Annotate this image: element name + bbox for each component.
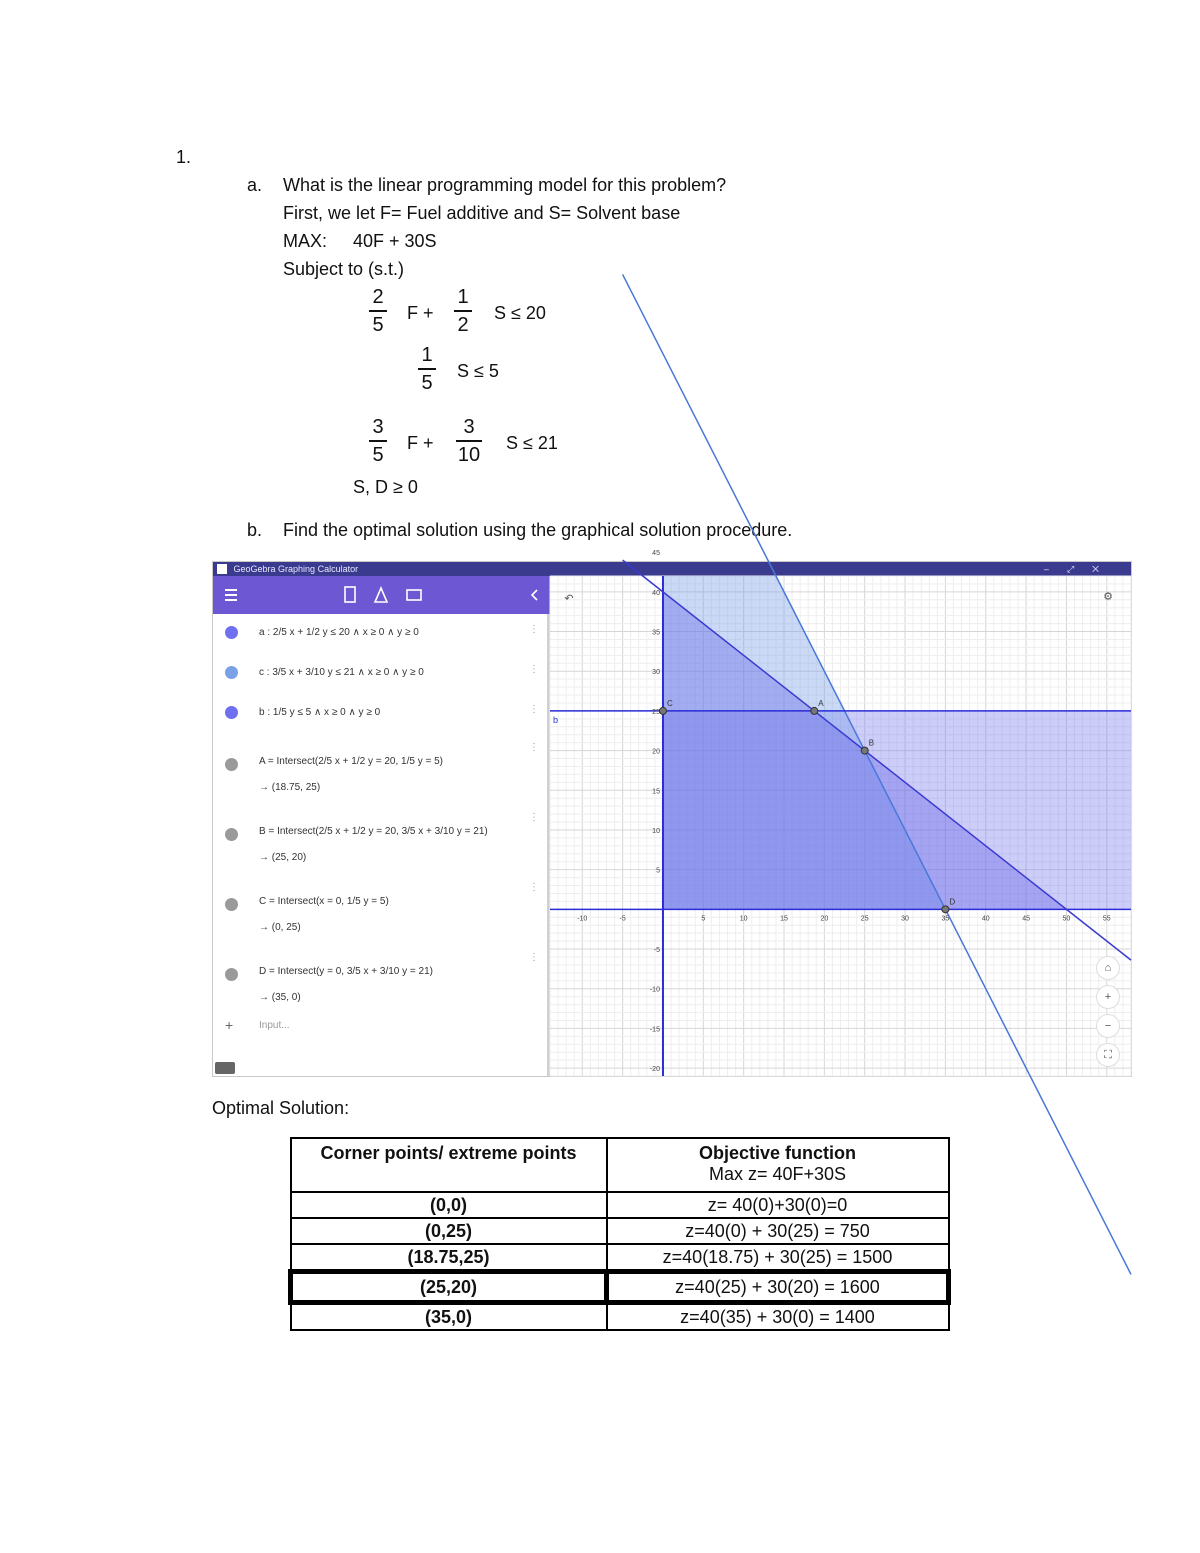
algebra-expression: a : 2/5 x + 1/2 y ≤ 20 ∧ x ≥ 0 ∧ y ≥ 0 (259, 627, 419, 638)
more-options-icon[interactable]: ⋮ (529, 624, 539, 635)
algebra-expression: C = Intersect(x = 0, 1/5 y = 5) (259, 896, 389, 907)
point-B (861, 747, 868, 754)
x-tick-label: 45 (1022, 915, 1030, 923)
y-tick-label: -5 (653, 947, 660, 955)
point-label-A: A (818, 698, 824, 708)
table-row (291, 1192, 949, 1218)
more-options-icon[interactable]: ⋮ (529, 704, 539, 715)
x-tick-label: 50 (1062, 915, 1071, 923)
corner-point-cell: (18.75,25) (291, 1244, 607, 1272)
y-tick-label: -20 (649, 1066, 660, 1074)
algebra-expression: B = Intersect(2/5 x + 1/2 y = 20, 3/5 x + 3/10 y = 21) (259, 826, 488, 837)
more-options-icon[interactable]: ⋮ (529, 664, 539, 675)
objective-expression: 40F + 30S (353, 231, 437, 251)
corner-point-cell: (0,0) (291, 1192, 607, 1218)
zoom-in-icon[interactable]: + (1096, 985, 1120, 1009)
algebra-item-B[interactable] (213, 806, 547, 866)
x-tick-label: 55 (1102, 915, 1111, 923)
header-objective-title: Objective function (698, 1143, 857, 1163)
point-D (942, 906, 949, 913)
window-title: GeoGebra Graphing Calculator (233, 564, 359, 574)
numerator: 1 (457, 286, 469, 308)
header-corner-points: Corner points/ extreme points (291, 1138, 607, 1192)
minimize-button[interactable]: – (1043, 564, 1067, 574)
y-tick-label: -10 (649, 986, 660, 994)
variable-definition: First, we let F= Fuel additive and S= Solvent base (283, 203, 681, 223)
point-label-C: C (666, 698, 673, 708)
y-tick-label: -15 (649, 1026, 660, 1034)
algebra-item-D[interactable] (213, 946, 547, 1006)
header-objective-formula: Max z= 40F+30S (708, 1164, 847, 1184)
x-tick-label: 20 (820, 915, 829, 923)
visibility-dot[interactable] (225, 898, 238, 911)
algebra-toolbar (213, 576, 550, 614)
part-b-question: Find the optimal solution using the graphical solution procedure. (283, 520, 793, 540)
algebra-panel (213, 614, 550, 1076)
denominator: 10 (457, 443, 481, 466)
constraint3-fraction-f (369, 416, 387, 466)
corner-point-cell: (25,20) (291, 1272, 607, 1303)
objective-value-cell: z=40(25) + 30(20) = 1600 (607, 1272, 949, 1303)
part-a-question: What is the linear programming model for this problem? (283, 175, 727, 195)
denominator: 5 (372, 443, 384, 466)
algebra-expression: b : 1/5 y ≤ 5 ∧ x ≥ 0 ∧ y ≥ 0 (259, 707, 381, 718)
y-tick-label: 25 (652, 708, 660, 716)
algebra-output: → (0, 25) (259, 922, 301, 933)
constraint3-f-term: F + (407, 433, 434, 453)
objective-label: MAX: (283, 231, 328, 251)
algebra-output: → (35, 0) (259, 992, 301, 1003)
table-icon[interactable] (407, 590, 421, 600)
x-tick-label: 35 (941, 915, 950, 923)
more-options-icon[interactable]: ⋮ (529, 882, 539, 893)
algebra-item-C[interactable] (213, 876, 547, 936)
table-row-optimal (291, 1272, 949, 1303)
part-b-marker: b. (247, 520, 263, 540)
corner-point-cell: (0,25) (291, 1218, 607, 1244)
x-tick-label: 10 (739, 915, 748, 923)
algebra-input[interactable]: Input... (259, 1020, 290, 1031)
constraint1-fraction-f (369, 286, 387, 336)
geogebra-window (212, 550, 1132, 1077)
x-tick-label: -5 (619, 915, 626, 923)
add-icon[interactable]: + (225, 1017, 234, 1033)
algebra-output: → (18.75, 25) (259, 782, 321, 793)
calculator-icon[interactable] (345, 587, 355, 602)
objective-value-cell: z= 40(0)+30(0)=0 (607, 1192, 949, 1218)
settings-gear-icon[interactable]: ⚙ (1103, 591, 1113, 603)
x-tick-label: -10 (577, 915, 588, 923)
algebra-expression: D = Intersect(y = 0, 3/5 x + 3/10 y = 21) (259, 966, 433, 977)
header-objective-function (607, 1138, 949, 1192)
more-options-icon[interactable]: ⋮ (529, 952, 539, 963)
y-tick-label: 10 (652, 827, 660, 835)
table-row (291, 1303, 949, 1331)
visibility-dot[interactable] (225, 758, 238, 771)
x-tick-label: 15 (780, 915, 788, 923)
algebra-input-row[interactable] (213, 1014, 547, 1040)
x-tick-label: 25 (860, 915, 869, 923)
objective-value-cell: z=40(35) + 30(0) = 1400 (607, 1303, 949, 1331)
app-logo-icon (217, 564, 227, 574)
subject-to: Subject to (s.t.) (283, 259, 405, 279)
constraint2-rhs: S ≤ 5 (457, 361, 499, 381)
menu-icon[interactable] (225, 590, 237, 600)
zoom-out-icon[interactable]: − (1096, 1014, 1120, 1038)
algebra-item-a[interactable] (213, 616, 547, 652)
denominator: 2 (457, 313, 469, 336)
y-tick-label: 35 (652, 629, 660, 637)
constraint3-fraction-s (456, 416, 482, 466)
objective-value-cell: z=40(18.75) + 30(25) = 1500 (607, 1244, 949, 1272)
visibility-dot[interactable] (225, 706, 238, 719)
lp-graph[interactable] (550, 550, 1131, 1076)
maximize-button[interactable]: ⤢ (1066, 564, 1093, 574)
tools-icon[interactable] (375, 588, 387, 602)
point-A (811, 707, 818, 714)
point-label-D: D (949, 897, 956, 907)
corner-point-cell: (35,0) (291, 1303, 607, 1331)
numerator: 1 (421, 344, 433, 366)
numerator: 3 (372, 416, 384, 438)
y-tick-label: 15 (652, 788, 660, 796)
algebra-item-A[interactable] (213, 736, 547, 796)
visibility-dot[interactable] (225, 666, 238, 679)
corner-points-table (288, 1137, 951, 1331)
x-tick-label: 30 (901, 915, 909, 923)
window-titlebar (213, 562, 1131, 576)
more-options-icon[interactable]: ⋮ (529, 742, 539, 753)
algebra-output: → (25, 20) (259, 852, 307, 863)
point-label-B: B (868, 738, 875, 748)
close-button[interactable]: ✕ (1092, 564, 1117, 574)
fullscreen-icon[interactable]: ⛶ (1096, 1043, 1120, 1067)
table-row (291, 1244, 949, 1272)
algebra-item-c[interactable] (213, 656, 547, 692)
toolbar-icons (213, 576, 550, 614)
optimal-solution-label: Optimal Solution: (212, 1098, 350, 1118)
home-icon[interactable]: ⌂ (1096, 956, 1120, 980)
line-label-b: b (553, 714, 559, 725)
objective-value-cell: z=40(0) + 30(25) = 750 (607, 1218, 949, 1244)
y-tick-label: 20 (652, 748, 660, 756)
denominator: 5 (421, 371, 433, 394)
y-tick-label: 30 (652, 669, 660, 677)
algebra-expression: A = Intersect(2/5 x + 1/2 y = 20, 1/5 y = 5) (259, 756, 443, 767)
nonnegativity: S, D ≥ 0 (353, 477, 418, 497)
constraint1-f-term: F + (407, 303, 434, 323)
part-a-marker: a. (247, 175, 263, 195)
table-row (291, 1218, 949, 1244)
y-tick-label: 45 (652, 550, 660, 558)
keyboard-icon[interactable] (215, 1062, 235, 1074)
graphics-view[interactable] (550, 550, 1131, 1076)
constraint1-rhs: S ≤ 20 (494, 303, 546, 323)
point-C (659, 707, 666, 714)
visibility-dot[interactable] (225, 626, 238, 639)
question-number: 1. (176, 147, 192, 167)
numerator: 3 (463, 416, 475, 438)
constraint1-fraction-s (454, 286, 472, 336)
more-options-icon[interactable]: ⋮ (529, 812, 539, 823)
constraint2-fraction-s (418, 344, 436, 394)
x-tick-label: 5 (701, 915, 706, 923)
algebra-item-b[interactable] (213, 696, 547, 732)
x-tick-label: 40 (981, 915, 990, 923)
y-tick-label: 5 (656, 867, 660, 875)
constraint3-rhs: S ≤ 21 (506, 433, 558, 453)
collapse-chevron-icon[interactable] (532, 590, 537, 600)
undo-icon[interactable]: ↶ (564, 593, 574, 605)
numerator: 2 (372, 286, 384, 308)
y-tick-label: 40 (652, 589, 660, 597)
table-header-row (291, 1138, 949, 1192)
window-controls[interactable] (1044, 562, 1117, 576)
visibility-dot[interactable] (225, 968, 238, 981)
algebra-expression: c : 3/5 x + 3/10 y ≤ 21 ∧ x ≥ 0 ∧ y ≥ 0 (259, 667, 424, 678)
visibility-dot[interactable] (225, 828, 238, 841)
denominator: 5 (372, 313, 384, 336)
